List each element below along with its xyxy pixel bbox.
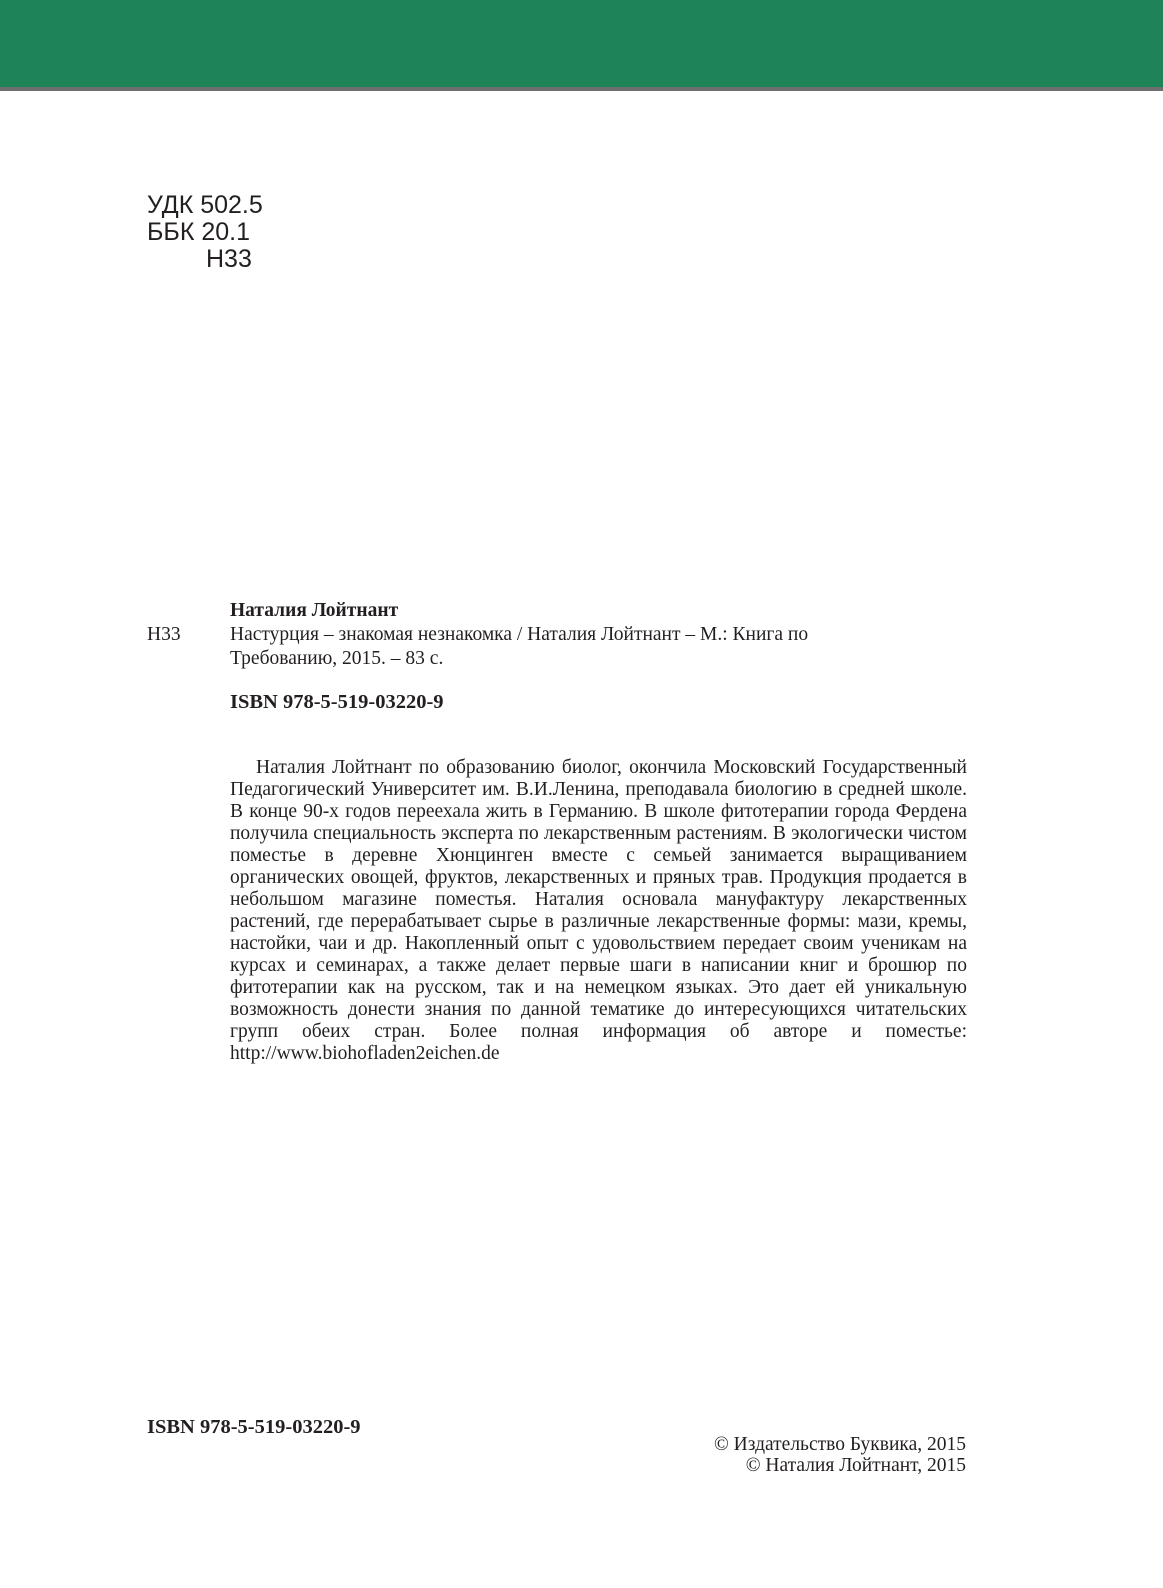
copyright-author: © Наталия Лойтнант, 2015 — [745, 1455, 966, 1476]
isbn-entry: ISBN 978-5-519-03220-9 — [230, 691, 444, 713]
udk-code: УДК 502.5 — [147, 191, 263, 219]
classification-codes — [147, 192, 263, 273]
author-code: Н33 — [206, 245, 252, 273]
entry-author: Наталия Лойтнант — [230, 600, 399, 621]
copyright-publisher: © Издательство Буквика, 2015 — [713, 1434, 966, 1455]
entry-author-mark: Н33 — [147, 624, 181, 645]
top-divider-rule — [0, 87, 1163, 91]
isbn-footer: ISBN 978-5-519-03220-9 — [147, 1416, 361, 1438]
bibliographic-description: Настурция – знакомая незнакомка / Наталия Лойтнант – М.: Книга по Требованию, 2015. – 83 с. — [230, 624, 809, 669]
copyright-block — [714, 1434, 966, 1476]
top-color-band — [0, 0, 1163, 87]
bbk-code: ББК 20.1 — [147, 218, 250, 246]
annotation-paragraph: Наталия Лойтнант по образованию биолог, окончила Московский Государственный Педагогический Университет им. В.И.Ленина, преподавала биологию в средней школе. В конце 90-х годов переехала жить в Германию. В школе фитотерапии города Фердена получила специальность эксперта по лекарственным растениям. В экологически чистом поместье в деревне Хюнцинген вместе с семьей занимается выращиванием органических овощей, фруктов, лекарственных и пряных трав. Продукция продается в небольшом магазине поместья. Наталия основала мануфактуру лекарственных растений, где перерабатывает сырье в различные лекарственные формы: мази, кремы, настойки, чаи и др. Накопленный опыт с удовольствием передает своим ученикам на курсах и семинарах, а также делает первые шаги в написании книг и брошюр по фитотерапии как на русском, так и на немецком языках. Это дает ей уникальную возможность донести знания по данной тематике до интересующихся читательских групп обеих стран. Более полная информация об авторе и поместье: http://www.biohofladen2eichen.de — [230, 757, 967, 1064]
